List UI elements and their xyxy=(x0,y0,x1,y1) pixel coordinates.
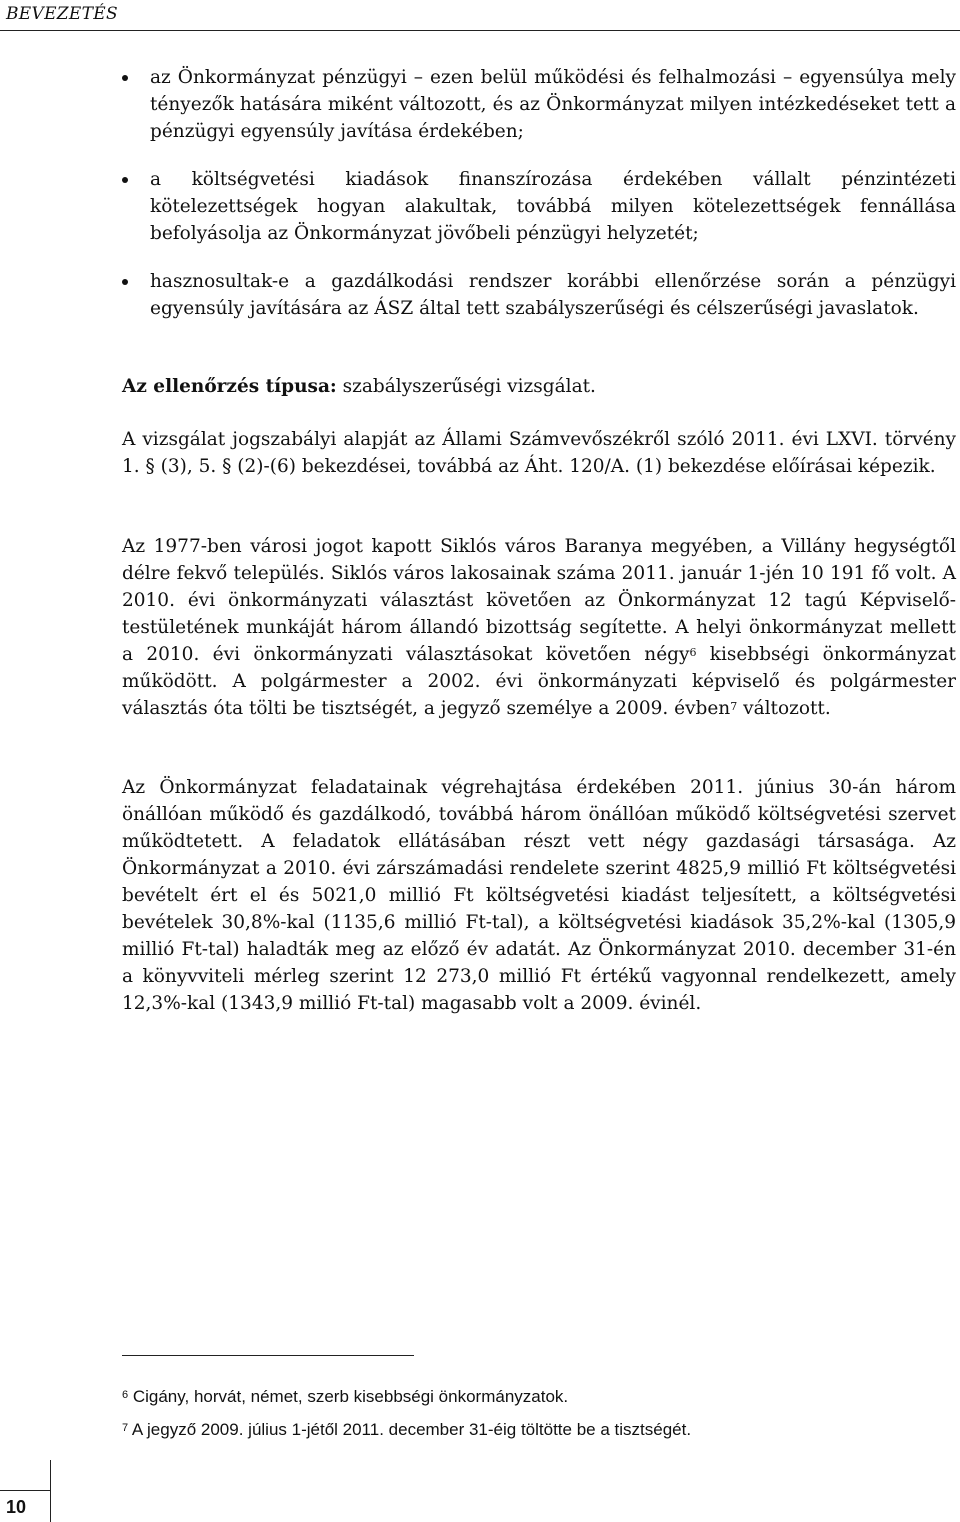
finance-paragraph: Az Önkormányzat feladatainak végrehajtása érdekében 2011. június 30-án három önállóan működő és gazdálkodó, továbbá három önállóan működő költségvetési szervet működtetett. A feladatok ellátásában részt vett négy gazdasági társasága. Az Önkormányzat a 2010. évi zárszámadási rendelete szerint 4825,9 millió Ft költségvetési bevételt ért el és 5021,0 millió Ft költségvetési kiadást teljesített, a költségvetési bevételek 30,8%-kal (1135,6 millió Ft-tal), a költségvetési kiadások 35,2%-kal (1305,9 millió Ft-tal) haladták meg az előző év adatát. Az Önkormányzat 2010. december 31-én a könyvviteli mérleg szerint 12 273,0 millió Ft értékű vagyonnal rendelkezett, amely 12,3%-kal (1343,9 millió Ft-tal) magasabb volt a 2009. évinél. xyxy=(122,777,956,1014)
page-number: 10 xyxy=(6,1497,27,1517)
page-number-rule xyxy=(0,1490,50,1491)
page-header xyxy=(0,0,960,31)
bullet-list xyxy=(122,64,956,343)
list-item: az Önkormányzat pénzügyi – ezen belül működési és felhalmozási – egyensúlya mely tényezők hatására miként változott, és az Önkormányzat milyen intézkedéseket tett a pénzügyi egyensúly javítása érdekében; xyxy=(122,64,956,145)
audit-type-value: szabályszerűségi vizsgálat. xyxy=(336,376,596,397)
list-item: hasznosultak-e a gazdálkodási rendszer korábbi ellenőrzése során a pénzügyi egyensúly javítására az ÁSZ által tett szabályszerűségi és célszerűségi javaslatok. xyxy=(122,268,956,322)
audit-type-line xyxy=(122,373,956,400)
list-item: a költségvetési kiadások finanszírozása érdekében vállalt pénzintézeti kötelezettségek hogyan alakultak, továbbá milyen kötelezettségek fennállása befolyásolja az Önkormányzat jövőbeli pénzügyi helyzetét; xyxy=(122,166,956,247)
town-paragraph: Az 1977-ben városi jogot kapott Siklós város Baranya megyében, a Villány hegységtől délre fekvő település. Siklós város lakosainak száma 2011. január 1-jén 10 191 fő volt. A 2010. évi önkormányzati választást követően az Önkormányzat 12 tagú Képviselő-testületének munkáját három állandó bizottság segítette. A helyi önkormányzat mellett a 2010. évi önkormányzati választásokat követően négy$^6$ kisebbségi önkormányzat működött. A polgármester a 2002. évi önkormányzati képviselő és polgármester választás óta tölti be tisztségét, a jegyző személye a 2009. évben$^7$ változott. xyxy=(122,536,956,719)
bullet-icon xyxy=(122,177,128,183)
footnote-ref[interactable]: 7 xyxy=(730,700,738,713)
footnote: $^7$ A jegyző 2009. július 1-jétől 2011. december 31-éig töltötte be a tisztségét. xyxy=(122,1420,692,1439)
footnote: $^6$ Cigány, horvát, német, szerb kisebbségi önkormányzatok. xyxy=(122,1387,569,1406)
audit-type-label: Az ellenőrzés típusa: xyxy=(122,376,337,397)
footnote-separator xyxy=(122,1355,414,1356)
section-title: BEVEZETÉS xyxy=(6,4,118,24)
footnote-ref[interactable]: 6 xyxy=(689,646,697,659)
legal-basis-paragraph: A vizsgálat jogszabályi alapját az Állami Számvevőszékről szóló 2011. évi LXVI. törvény 1. § (3), 5. § (2)-(6) bekezdései, továbbá az Áht. 120/A. (1) bekezdése előírásai képezik. xyxy=(122,429,956,477)
page-number-divider xyxy=(50,1460,51,1522)
bullet-icon xyxy=(122,279,128,285)
bullet-icon xyxy=(122,75,128,81)
